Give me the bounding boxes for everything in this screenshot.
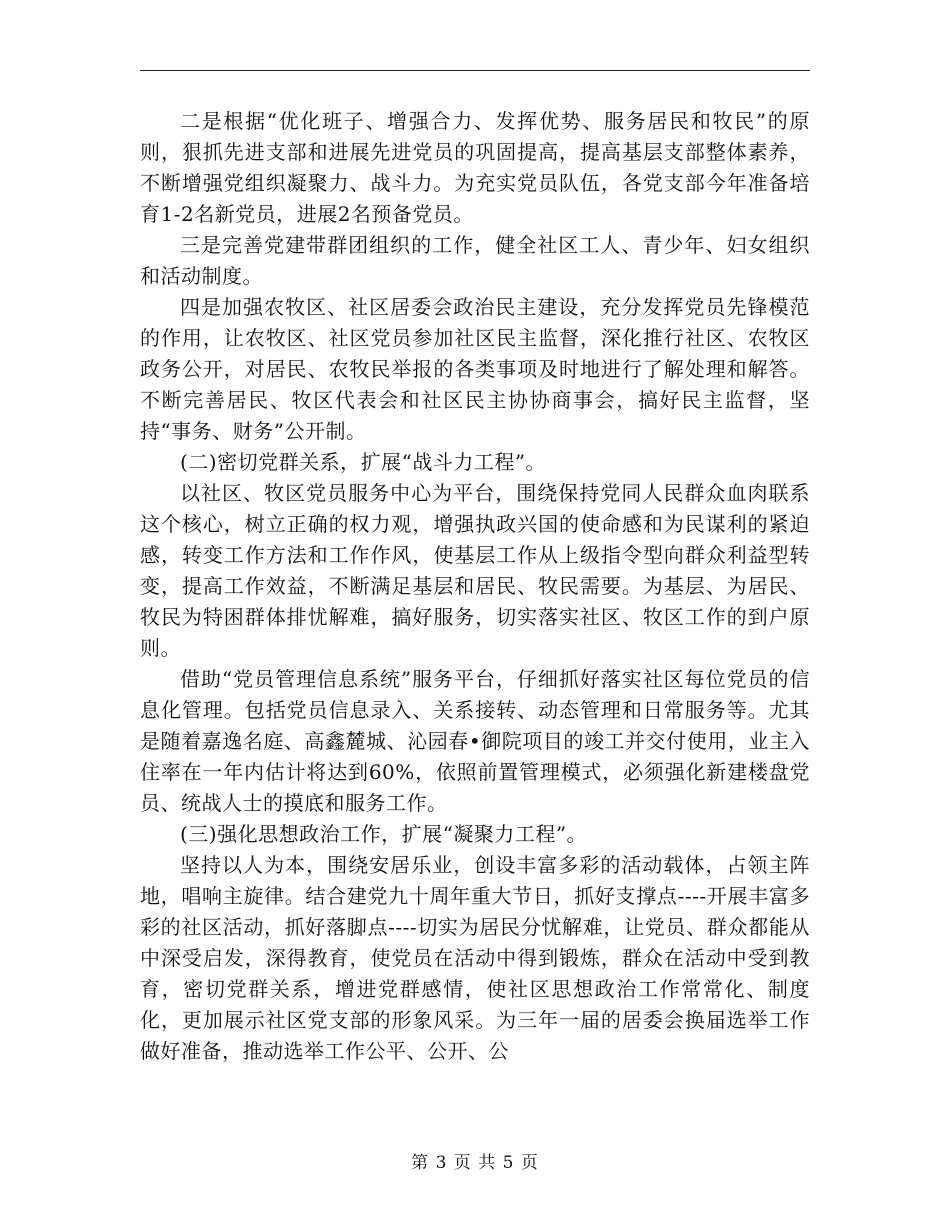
paragraph-service-center: 以社区、牧区党员服务中心为平台，围绕保持党同人民群众血肉联系这个核心，树立正确的权力观，增强执政兴国的使命感和为民谋利的紧迫感，转变工作方法和工作作风，使基层工作从上级指令型向群众利益型转变，提高工作效益，不断满足基层和居民、牧民需要。为基层、为居民、牧民为特困群体排忧解难，搞好服务，切实落实社区、牧区工作的到户原则。: [140, 481, 810, 660]
section-heading-2: (二)密切党群关系，扩展“战斗力工程”。: [180, 450, 547, 474]
paragraph-3-group-organizations: 三是完善党建带群团组织的工作，健全社区工人、青少年、妇女组织和活动制度。: [140, 233, 810, 288]
paragraph-people-oriented: 坚持以人为本，围绕安居乐业，创设丰富多彩的活动载体，占领主阵地，唱响主旋律。结合建党九十周年重大节日，抓好支撑点----开展丰富多彩的社区活动，抓好落脚点----切实为居民分忧解难，让党员、群众都能从中深受启发，深得教育，使党员在活动中得到锻炼，群众在活动中受到教育，密切党群关系，增进党群感情，使社区思想政治工作常常化、制度化，更加展示社区党支部的形象风采。为三年一届的居委会换届选举工作做好准备，推动选举工作公平、公开、公: [140, 853, 810, 1063]
page-number-footer: 第 3 页 共 5 页: [411, 1153, 539, 1173]
paragraph-4-democracy: 四是加强农牧区、社区居委会政治民主建设，充分发挥党员先锋模范的作用，让农牧区、社区党员参加社区民主监督，深化推行社区、农牧区政务公开，对居民、农牧民举报的各类事项及时地进行了解处理和解答。不断完善居民、牧区代表会和社区民主协协商事会，搞好民主监督，坚持“事务、财务”公开制。: [140, 295, 810, 443]
document-body: [140, 106, 810, 1067]
header-rule: [140, 70, 810, 71]
section-heading-3: (三)强化思想政治工作，扩展“凝聚力工程”。: [180, 822, 588, 846]
paragraph-2-principles: 二是根据“优化班子、增强合力、发挥优势、服务居民和牧民”的原则，狠抓先进支部和进展先进党员的巩固提高，提高基层支部整体素养，不断增强党组织凝聚力、战斗力。为充实党员队伍，各党支部今年准备培育1-2名新党员，进展2名预备党员。: [140, 109, 810, 226]
paragraph-info-system: 借助“党员管理信息系统”服务平台，仔细抓好落实社区每位党员的信息化管理。包括党员信息录入、关系接转、动态管理和日常服务等。尤其是随着嘉逸名庭、高鑫麓城、沁园春•御院项目的竣工并交付使用，业主入住率在一年内估计将达到60%，依照前置管理模式，必须强化新建楼盘党员、统战人士的摸底和服务工作。: [140, 667, 810, 815]
